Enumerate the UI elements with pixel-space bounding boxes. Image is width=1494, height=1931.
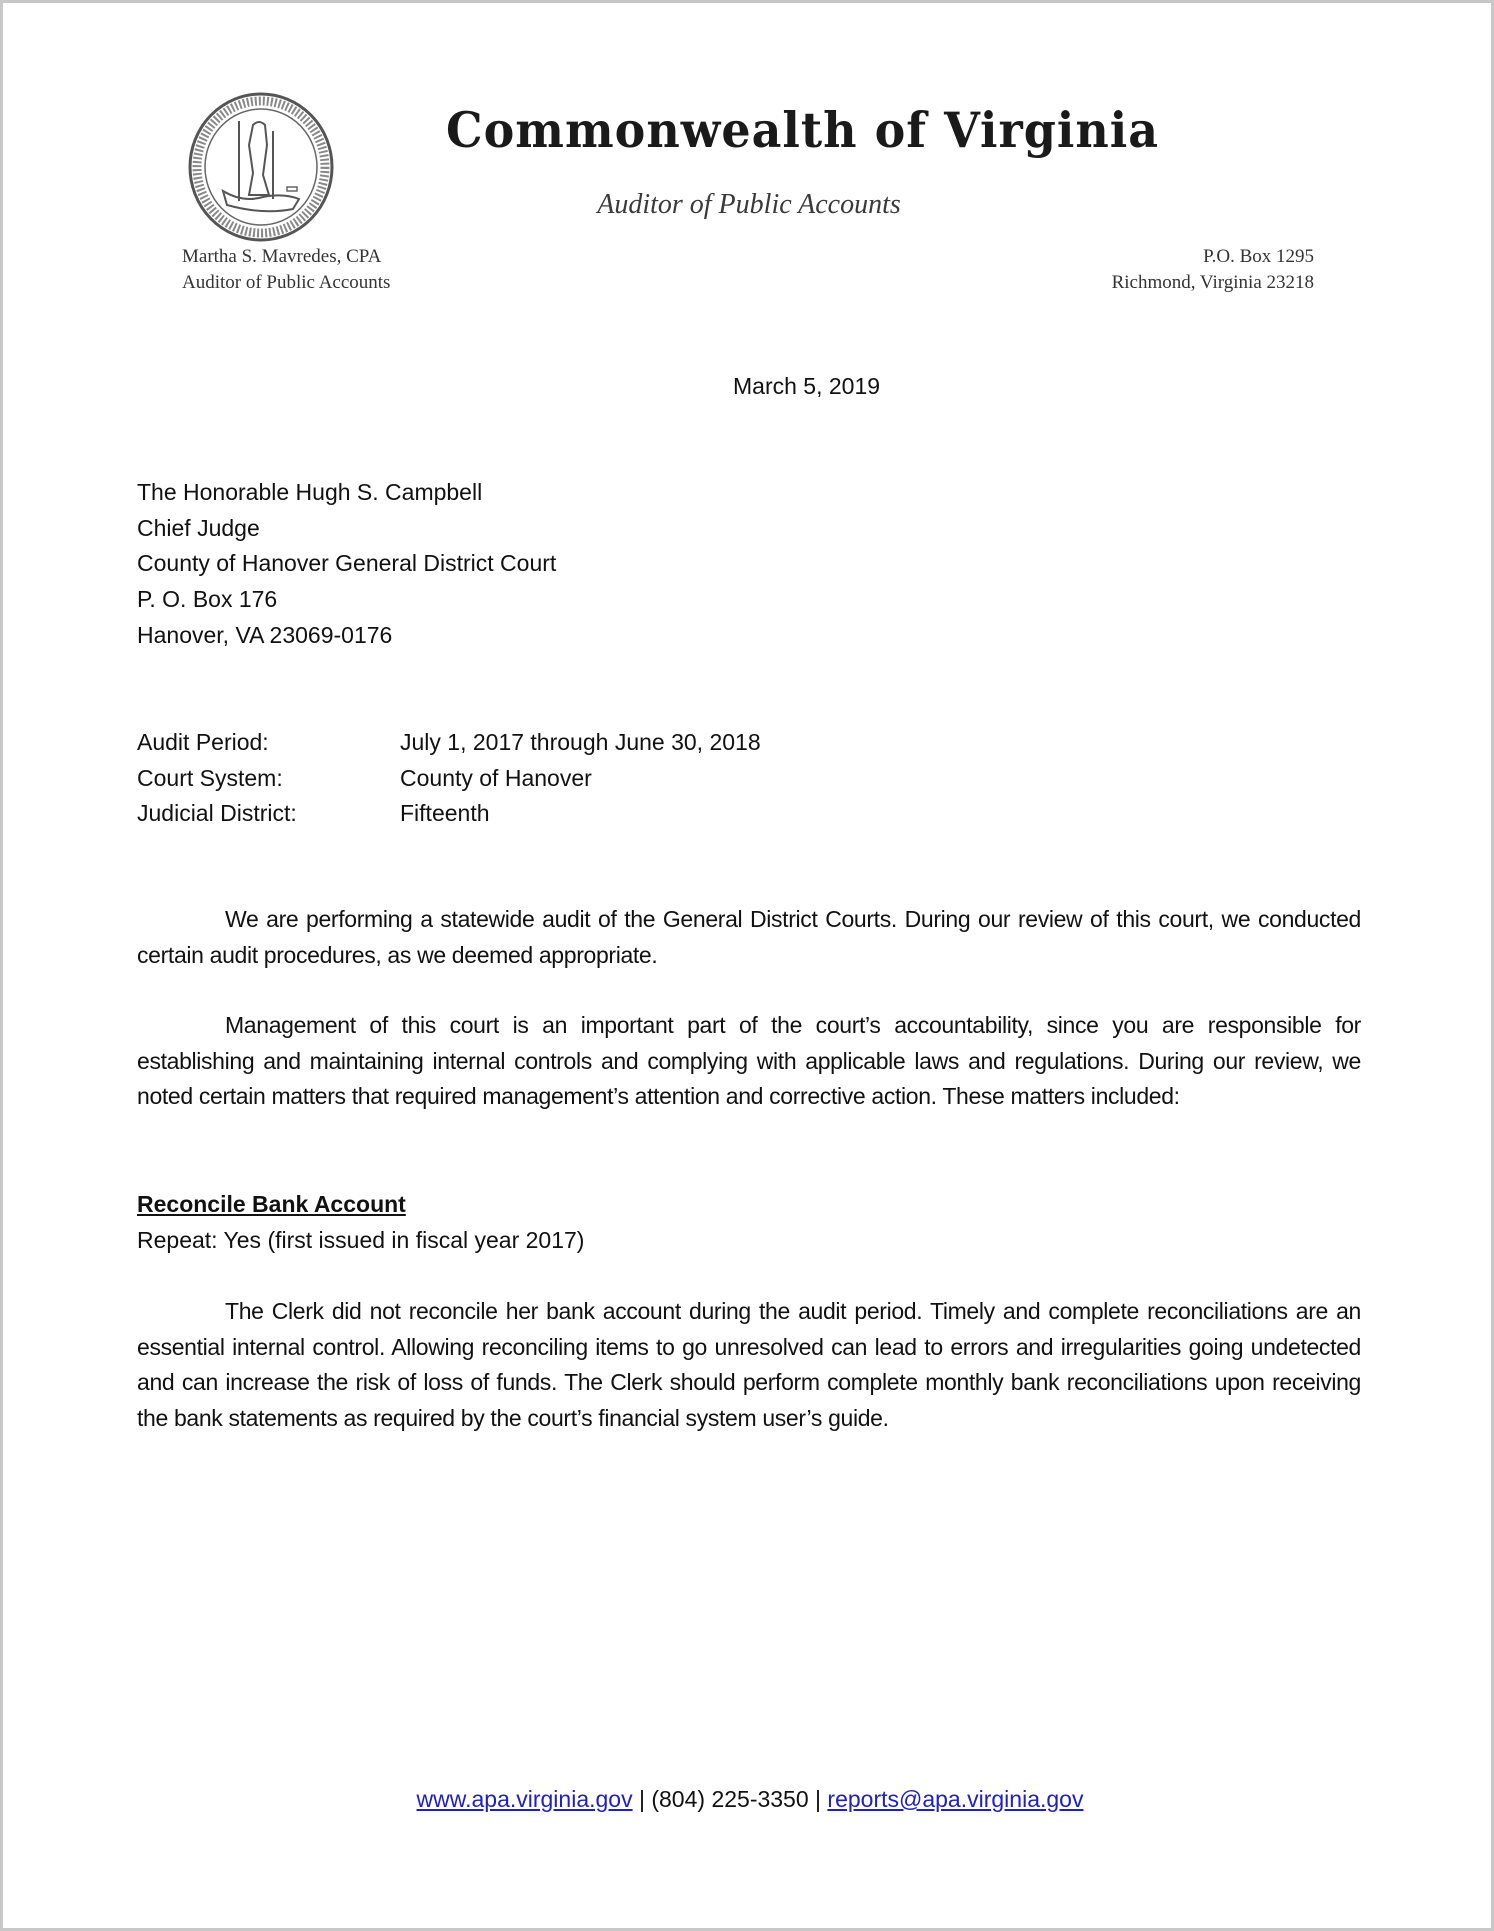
letterhead-title: Commonwealth of Virginia bbox=[446, 101, 1160, 159]
phone-number: (804) 225-3350 bbox=[651, 1786, 809, 1812]
footer-contact bbox=[3, 1782, 1494, 1817]
office-address-block bbox=[1112, 244, 1314, 296]
audit-info-row bbox=[137, 725, 761, 761]
recipient-line: Chief Judge bbox=[137, 514, 260, 541]
recipient-line: P. O. Box 176 bbox=[137, 586, 278, 613]
audit-info-value: Fifteenth bbox=[400, 800, 490, 827]
auditor-title: Auditor of Public Accounts bbox=[182, 272, 391, 293]
audit-info-value: County of Hanover bbox=[400, 764, 592, 791]
letter-date: March 5, 2019 bbox=[733, 373, 881, 399]
finding-heading: Reconcile Bank Account bbox=[137, 1191, 406, 1217]
auditor-name: Martha S. Mavredes, CPA bbox=[182, 246, 382, 267]
auditor-name-block bbox=[182, 244, 390, 296]
office-city: Richmond, Virginia 23218 bbox=[1111, 272, 1314, 293]
management-paragraph: Management of this court is an important part of the court’s accountability, since you are responsible for establishing and maintaining internal controls and complying with applicable laws and regulations. During our review, we noted certain matters that required management’s attention and corrective action. These matters included: bbox=[137, 1012, 1361, 1110]
finding-repeat-status: Repeat: Yes (first issued in fiscal year 2017) bbox=[137, 1227, 585, 1253]
audit-info-row bbox=[137, 796, 761, 832]
recipient-address bbox=[137, 475, 556, 653]
virginia-seal-icon bbox=[187, 91, 335, 243]
audit-info bbox=[137, 725, 761, 832]
footer-separator: | bbox=[815, 1786, 822, 1812]
office-po-box: P.O. Box 1295 bbox=[1203, 246, 1314, 267]
audit-info-row bbox=[137, 761, 761, 797]
recipient-line: County of Hanover General District Court bbox=[137, 550, 557, 577]
audit-info-label: Court System: bbox=[137, 764, 283, 791]
letterhead-subtitle: Auditor of Public Accounts bbox=[597, 189, 901, 220]
footer-separator: | bbox=[638, 1786, 645, 1812]
website-link[interactable]: www.apa.virginia.gov bbox=[416, 1786, 633, 1812]
finding-body: The Clerk did not reconcile her bank account during the audit period. Timely and complete reconciliations are an essential internal control. Allowing reconciling items to go unresolved can lead to errors and irregularities going undetected and can increase the risk of loss of funds. The Clerk should perform complete monthly bank reconciliations upon receiving the bank statements as required by the court’s financial system user’s guide. bbox=[137, 1298, 1361, 1432]
audit-info-label: Judicial District: bbox=[137, 800, 297, 827]
recipient-line: Hanover, VA 23069-0176 bbox=[137, 621, 393, 648]
recipient-line: The Honorable Hugh S. Campbell bbox=[137, 479, 483, 505]
email-link[interactable]: reports@apa.virginia.gov bbox=[827, 1786, 1084, 1812]
audit-info-label: Audit Period: bbox=[137, 729, 269, 755]
audit-info-value: July 1, 2017 through June 30, 2018 bbox=[400, 729, 761, 755]
intro-paragraph: We are performing a statewide audit of the General District Courts. During our review of this court, we conducted certain audit procedures, as we deemed appropriate. bbox=[137, 906, 1361, 968]
